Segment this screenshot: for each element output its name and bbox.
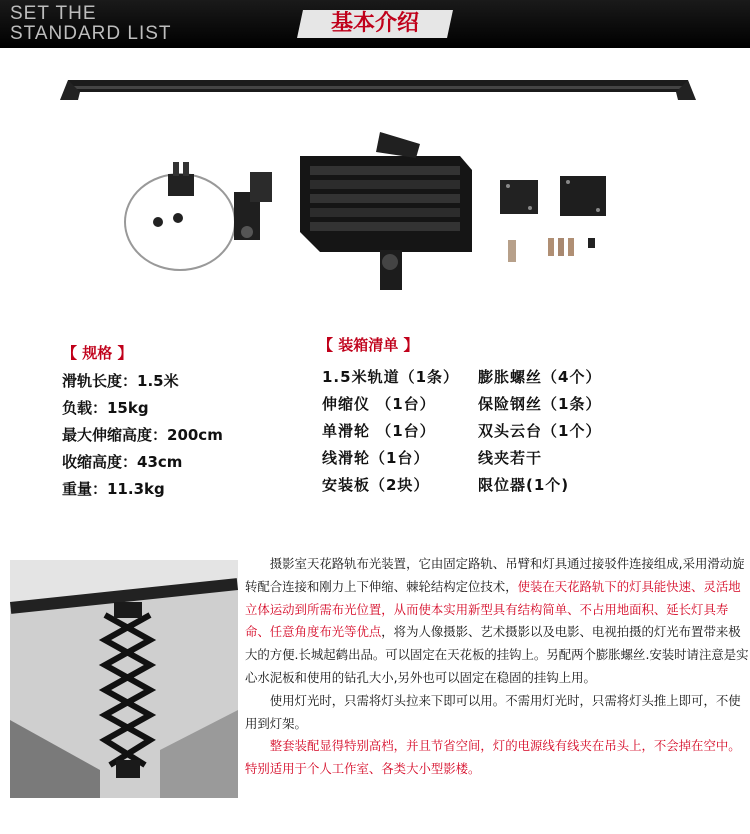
packing-item: 线滑轮（1台） <box>322 449 430 467</box>
description-text: ，将为人像摄影、艺术摄影以及电影、电视拍摄的灯光布置带来极大的方便.长城起鹤出品。可以固定在天花板的挂钩上。另配两个膨胀螺丝.安装时请注意是实心水泥板和使用的钻孔大小,另外也可以固定在稳固的挂钩上用。 <box>245 624 749 685</box>
packing-item: 1.5米轨道（1条） <box>322 368 460 386</box>
description-paragraph-2 <box>245 690 750 736</box>
packing-item: 双头云台（1个） <box>478 422 602 440</box>
packing-item: 保险钢丝（1条） <box>478 395 602 413</box>
pulley-image <box>234 172 272 240</box>
description-highlight: 整套装配显得特别高档，并且节省空间，灯的电源线有线夹在吊头上，不会掉在空中。特别适用于个人工作室、各类大小型影楼。 <box>245 738 741 777</box>
packing-item: 线夹若干 <box>478 449 543 467</box>
packing-item: 限位器(1个) <box>478 476 570 494</box>
packing-heading: 【 装箱清单 】 <box>318 336 419 354</box>
english-title-line1: SET THE <box>10 3 97 24</box>
header-banner <box>0 0 750 48</box>
english-title <box>10 4 172 44</box>
packing-item: 伸缩仪 （1台） <box>322 395 436 413</box>
pantograph-image <box>300 132 472 290</box>
description-paragraph-1 <box>245 553 750 690</box>
spec-retracted-height: 收缩高度：43cm <box>62 453 183 471</box>
product-parts-image <box>60 62 700 292</box>
spec-weight: 重量：11.3kg <box>62 480 165 498</box>
chinese-title <box>297 10 453 38</box>
packing-item: 单滑轮 （1台） <box>322 422 436 440</box>
spec-load: 负载：15kg <box>62 399 149 417</box>
spec-rail-length: 滑轨长度：1.5米 <box>62 372 179 390</box>
expansion-bolts-image <box>508 238 595 262</box>
spec-max-height: 最大伸缩高度：200cm <box>62 426 223 444</box>
packing-item: 安装板（2块） <box>322 476 430 494</box>
english-title-line2: STANDARD LIST <box>10 23 172 44</box>
description-paragraph-3 <box>245 735 750 781</box>
description-text: 摄影室天花路轨布光装置，它由固定路轨、吊臂和灯具通过接驳件连接组成,采用滑动旋转配合连接和刚力上下伸缩、棘轮结构定位技术， <box>245 556 745 594</box>
rail-track-image <box>60 80 696 100</box>
description-text: 使用灯光时，只需将灯头拉来下即可以用。不需用灯光时，只需将灯头推上即可，不使用到灯架。 <box>245 692 741 731</box>
chinese-title-text: 基本介绍 <box>330 11 419 36</box>
specs-heading: 【 规格 】 <box>62 344 133 362</box>
description-highlight: 使装在天花路轨下的灯具能快速、灵活地立体运动到所需布光位置，从而使本实用新型具有结构简单、不占用地面积、延长灯具寿命、任意角度布光等优点 <box>245 578 741 640</box>
mounting-plates-image <box>500 176 606 216</box>
clamp-image <box>153 162 194 227</box>
installed-pantograph-image <box>10 560 238 798</box>
product-description <box>245 553 750 781</box>
packing-item: 膨胀螺丝（4个） <box>478 368 602 386</box>
